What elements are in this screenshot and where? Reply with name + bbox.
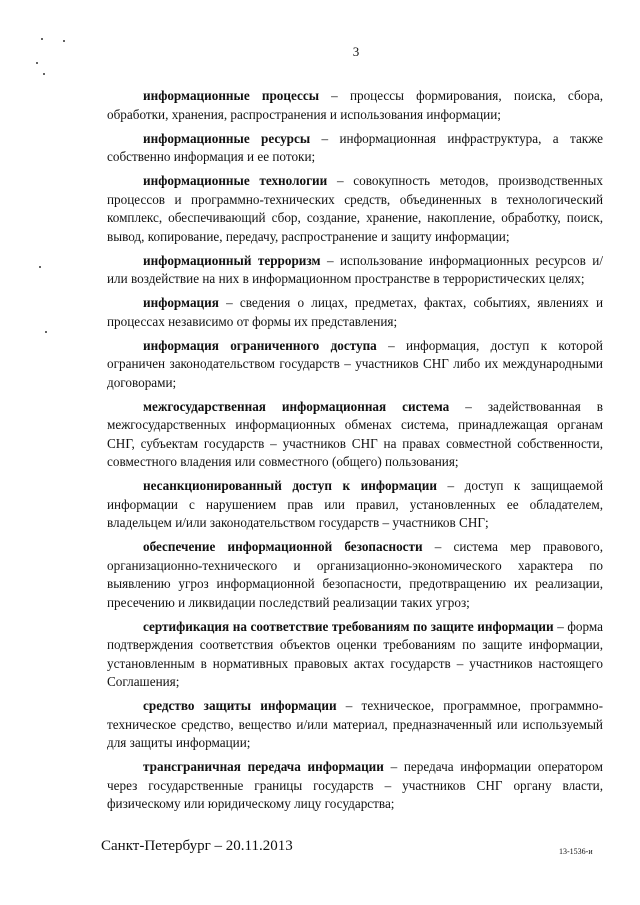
footer-place-date: Санкт-Петербург – 20.11.2013 xyxy=(101,838,293,854)
definitions-list xyxy=(107,87,603,819)
definition-paragraph xyxy=(107,294,603,331)
definition-text: – форма подтверждения соответствия объектов оценки требованиям по защите информации, установленным в нормативных правовых актах государств – участников настоящего Соглашения; xyxy=(107,618,603,689)
definition-text: – доступ к защищаемой информации с нарушением прав или правил, установленных ее обладателем, владельцем и/или законодательством государств – участников СНГ; xyxy=(107,478,604,530)
definition-term: обеспечение информационной безопасности xyxy=(143,539,423,554)
definition-term: трансграничная передача информации xyxy=(143,759,384,774)
definition-term: информационный терроризм xyxy=(143,252,321,268)
definition-paragraph xyxy=(107,697,603,753)
definition-paragraph xyxy=(107,252,603,289)
definition-term: информация ограниченного доступа xyxy=(143,337,377,353)
footer-doc-code: 13-1536-и xyxy=(559,847,593,856)
definition-text: – процессы формирования, поиска, сбора, обработки, хранения, распространения и использования информации; xyxy=(107,88,603,122)
definition-term: информация xyxy=(143,295,219,310)
definition-text: – совокупность методов, производственных процессов и программно-технических средств, объединенных в технологический комплекс, обеспечивающий сбор, создание, хранение, накопление, обработку, поиск, вывод, копирование, передачу, распространение и защиту информации; xyxy=(107,173,604,244)
scan-speck xyxy=(39,266,41,268)
definition-paragraph xyxy=(107,87,603,124)
definition-text: – использование информационных ресурсов и/или воздействие на них в информационном пространстве в террористических целях; xyxy=(107,252,603,286)
definition-paragraph xyxy=(107,618,603,692)
scan-speck xyxy=(36,62,38,64)
definition-term: информационные технологии xyxy=(143,173,328,188)
scan-speck xyxy=(43,73,45,75)
definition-text: – техническое, программное, программно-техническое средство, вещество и/или материал, предназначенный или используемый для защиты информации; xyxy=(107,698,603,750)
scan-speck xyxy=(41,38,43,40)
definition-paragraph xyxy=(107,398,603,472)
scan-speck xyxy=(45,331,47,333)
definition-text: – передача информации оператором через государственные границы государств – участников СНГ органу власти, физическому или юридическому лицу государства; xyxy=(107,759,603,811)
definition-text: – задействованная в межгосударственных информационных обменах система, принадлежащая органам СНГ, субъектам государств – участников СНГ на правах совместной собственности, совместного владения или совместного (общего) пользования; xyxy=(107,398,603,469)
definition-paragraph xyxy=(107,758,603,814)
definition-paragraph xyxy=(107,337,603,393)
definition-paragraph xyxy=(107,538,603,612)
definition-paragraph xyxy=(107,130,603,167)
page-number: 3 xyxy=(352,44,360,59)
definition-term: сертификация на соответствие требованиям по защите информации xyxy=(143,618,554,634)
definition-text: – сведения о лицах, предметах, фактах, событиях, явлениях и процессах независимо от формы их представления; xyxy=(107,295,603,329)
definition-term: информационные процессы xyxy=(143,88,319,103)
scan-speck xyxy=(63,40,65,42)
definition-paragraph xyxy=(107,172,603,246)
definition-text: – информация, доступ к которой ограничен законодательством государств – участников СНГ либо их международными договорами; xyxy=(107,337,603,390)
definition-text: – информационная инфраструктура, а также собственно информация и ее потоки; xyxy=(107,130,603,164)
definition-term: информационные ресурсы xyxy=(143,130,311,146)
definition-term: межгосударственная информационная система xyxy=(143,398,450,414)
definition-term: несанкционированный доступ к информации xyxy=(143,478,437,493)
definition-paragraph xyxy=(107,477,603,533)
definition-term: средство защиты информации xyxy=(143,698,337,713)
definition-text: – система мер правового, организационно-технического и организационно-экономического характера по выявлению угроз информационной безопасности, предотвращению их реализации, пресечению и ликвидации последствий реализации таких угроз; xyxy=(107,539,603,610)
